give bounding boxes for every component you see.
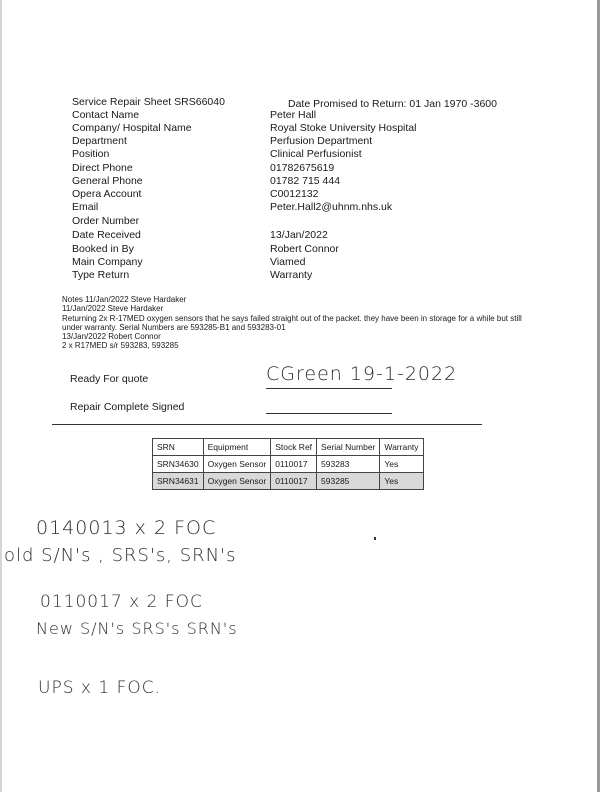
field-label: Order Number <box>72 215 140 227</box>
scan-edge-left <box>0 0 2 792</box>
field-row <box>72 188 592 201</box>
field-row <box>72 215 592 228</box>
parts-table <box>152 438 424 490</box>
field-value: Viamed <box>270 256 306 268</box>
field-value: 13/Jan/2022 <box>270 229 328 241</box>
field-label: Contact Name <box>72 109 140 121</box>
date-promised-label: Date Promised to Return: <box>288 98 407 110</box>
field-row <box>72 122 592 135</box>
field-row <box>72 243 592 256</box>
note-line: Notes 11/Jan/2022 Steve Hardaker <box>62 295 187 304</box>
cell-stock-ref: 0110017 <box>271 473 317 490</box>
field-value: Perfusion Department <box>270 135 373 147</box>
cell-equipment: Oxygen Sensor <box>203 456 271 473</box>
ready-for-quote-signature: CGreen 19-1-2022 <box>266 363 458 385</box>
cell-warranty: Yes <box>380 456 423 473</box>
column-header-serial: Serial Number <box>317 439 380 456</box>
field-row <box>72 269 592 282</box>
column-header-srn: SRN <box>153 439 204 456</box>
field-label: Department <box>72 135 127 147</box>
field-value: C0012132 <box>270 188 319 200</box>
note-line: Returning 2x R-17MED oxygen sensors that he says failed straight out of the packet. they have been in storage for a while but still under warranty. Serial Numbers are 593285-B1 and 593283-01 <box>62 313 522 332</box>
note-line: 2 x R17MED s/r 593283, 593285 <box>62 341 179 351</box>
field-value: 01782675619 <box>270 162 335 174</box>
cell-serial: 593283 <box>317 456 380 473</box>
column-header-equipment: Equipment <box>203 439 271 456</box>
ready-for-quote-label: Ready For quote <box>70 373 149 385</box>
field-label: Direct Phone <box>72 162 133 174</box>
field-label: Type Return <box>72 269 130 281</box>
repair-complete-line <box>266 413 392 414</box>
field-label: Position <box>72 148 110 160</box>
table-row <box>153 456 424 473</box>
sheet-title: Service Repair Sheet SRS66040 <box>72 96 225 108</box>
date-promised-value: 01 Jan 1970 -3600 <box>409 98 497 110</box>
field-value: Clinical Perfusionist <box>270 148 362 160</box>
column-header-stock-ref: Stock Ref <box>271 439 317 456</box>
repair-complete-label: Repair Complete Signed <box>70 401 185 413</box>
field-row <box>72 162 592 175</box>
cell-stock-ref: 0110017 <box>271 456 317 473</box>
field-row <box>72 109 592 122</box>
field-row <box>72 201 592 214</box>
field-value: Peter Hall <box>270 109 317 121</box>
field-label: Booked in By <box>72 243 134 255</box>
handwritten-note: New S/N's SRS's SRN's <box>36 619 238 638</box>
field-label: Date Received <box>72 229 141 241</box>
field-value: Warranty <box>270 269 313 281</box>
field-value: Peter.Hall2@uhnm.nhs.uk <box>270 201 393 213</box>
field-row <box>72 256 592 269</box>
field-label: Main Company <box>72 256 143 268</box>
field-value: Royal Stoke University Hospital <box>270 122 417 134</box>
field-label: Company/ Hospital Name <box>72 122 192 134</box>
note-line: 13/Jan/2022 Robert Connor <box>62 332 161 342</box>
section-divider <box>52 424 482 425</box>
table-row <box>153 473 424 490</box>
cell-warranty: Yes <box>380 473 423 490</box>
ready-signature-line <box>266 388 392 389</box>
handwritten-note: 0110017 x 2 FOC <box>40 592 203 612</box>
field-label: General Phone <box>72 175 143 187</box>
field-row <box>72 175 592 188</box>
field-row <box>72 135 592 148</box>
cell-srn: SRN34630 <box>153 456 204 473</box>
field-label: Email <box>72 201 99 213</box>
field-value: 01782 715 444 <box>270 175 341 187</box>
cell-serial: 593285 <box>317 473 380 490</box>
ink-mark <box>374 537 376 540</box>
field-label: Opera Account <box>72 188 142 200</box>
handwritten-note: UPS x 1 FOC. <box>38 678 162 698</box>
field-value: Robert Connor <box>270 243 339 255</box>
field-row <box>72 148 592 161</box>
scan-edge-right <box>597 0 600 792</box>
cell-equipment: Oxygen Sensor <box>203 473 271 490</box>
field-row <box>72 229 592 242</box>
table-header-row <box>153 439 424 456</box>
note-line: 11/Jan/2022 Steve Hardaker <box>62 304 164 314</box>
cell-srn: SRN34631 <box>153 473 204 490</box>
handwritten-note: 0140013 x 2 FOC <box>36 517 217 539</box>
column-header-warranty: Warranty <box>380 439 423 456</box>
handwritten-note: old S/N's , SRS's, SRN's <box>4 545 237 566</box>
notes-block <box>62 295 542 351</box>
